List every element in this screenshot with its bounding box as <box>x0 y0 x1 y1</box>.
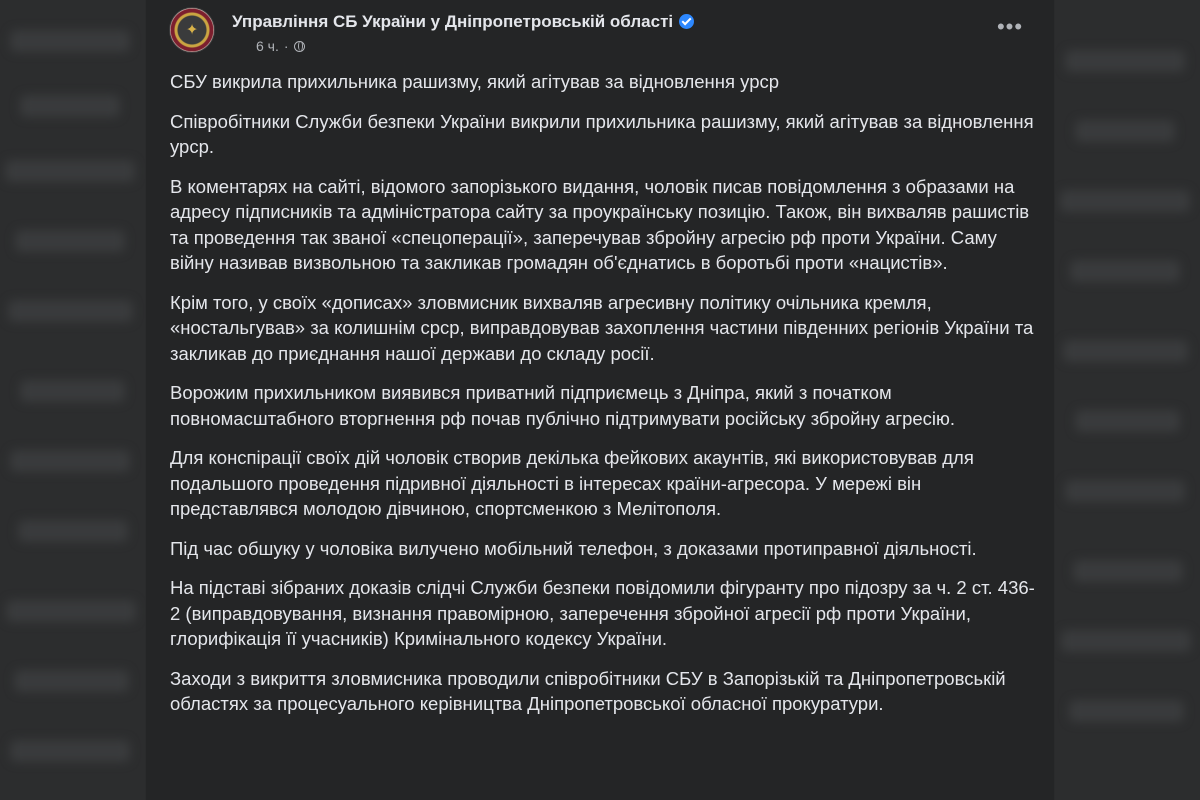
page-name-label[interactable]: Управління СБ України у Дніпропетровській області <box>232 12 674 31</box>
post-header <box>170 8 1038 60</box>
post-paragraph: Заходи з викриття зловмисника проводили співробітники СБУ в Запорізькій та Дніпропетровській областях за процесуального керівництва Дніпропетровської обласної прокуратури. <box>170 667 1006 714</box>
post-paragraph: На підставі зібраних доказів слідчі Служби безпеки повідомили фігуранту про підозру за ч. 2 ст. 436-2 (виправдовування, визнання правомірною, заперечення збройної агресії рф проти України, глорифікація її учасників) Кримінального кодексу України. <box>170 577 1035 649</box>
emblem-icon: ✦ <box>185 21 199 39</box>
more-options-button[interactable] <box>992 14 1028 50</box>
post-paragraph: Для конспірації своїх дій чоловік створив декілька фейкових акаунтів, які використовував для подальшого проведення підривної діяльності в інтересах країни-агресора. У мережі він представлявся молодою дівчиною, спортсменкою з Мелітополя. <box>170 447 974 519</box>
post-paragraph: Крім того, у своїх «дописах» зловмисник вихваляв агресивну політику очільника кремля, «ностальгував» за колишнім срср, виправдовував захоплення частини південних регіонів України та закликав до приєднання нашої держави до складу росії. <box>170 291 1034 364</box>
page-name[interactable] <box>232 12 694 32</box>
post-timestamp[interactable]: 6 ч. <box>256 38 279 54</box>
post-paragraph: Під час обшуку у чоловіка вилучено мобільний телефон, з доказами протиправної діяльності. <box>170 537 977 559</box>
post-paragraph: В коментарях на сайті, відомого запорізького видання, чоловік писав повідомлення з образами на адресу підписників та адміністратора сайту за проукраїнську позицію. Також, він вихваляв рашистів та проведення так званої «спецоперації», заперечував збройну агресію рф проти України. Саму війну називав визвольною та закликав громадян об'єднатись в боротьбі проти «нацистів». <box>170 175 1030 273</box>
page-avatar[interactable] <box>170 8 214 52</box>
verified-badge-icon <box>679 14 694 29</box>
post-paragraph: Співробітники Служби безпеки України викрили прихильника рашизму, який агітував за відновлення урср. <box>170 110 1034 157</box>
post-meta <box>256 38 305 54</box>
blurred-background-left <box>0 0 145 800</box>
blurred-background-right <box>1055 0 1200 800</box>
facebook-post <box>146 0 1054 800</box>
meta-separator: · <box>283 38 289 54</box>
post-paragraph-title: СБУ викрила прихильника рашизму, який агітував за відновлення урср <box>170 71 780 92</box>
post-paragraph: Ворожим прихильником виявився приватний підприємець з Дніпра, який з початком повномасштабного вторгнення рф почав публічно підтримувати російську збройну агресію. <box>170 382 956 429</box>
post-body <box>170 69 1040 731</box>
globe-icon[interactable] <box>294 41 305 52</box>
more-options-icon: ••• <box>996 14 1024 39</box>
